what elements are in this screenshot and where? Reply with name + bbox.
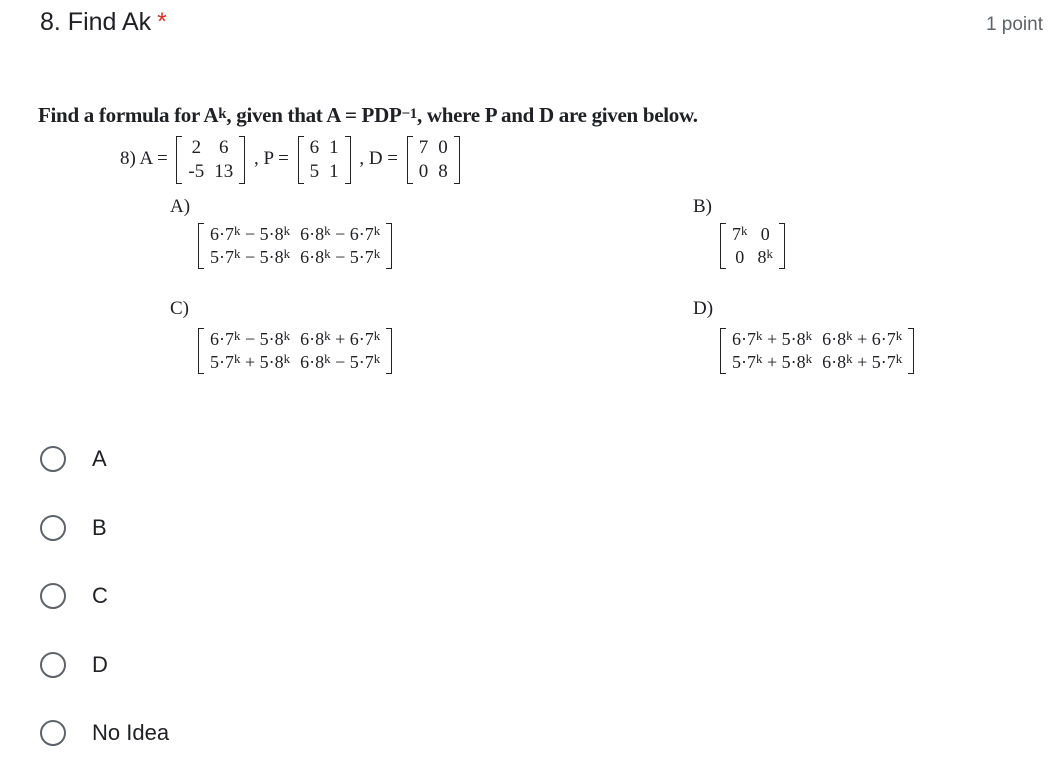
- matrix-a-cell: 2: [191, 137, 202, 158]
- matrix-d: [407, 136, 460, 184]
- option-b-cell: 0: [735, 247, 745, 267]
- question-title-text: 8. Find Ak: [40, 8, 152, 36]
- matrix-d-cell: 0: [418, 161, 429, 182]
- choice-label[interactable]: A: [92, 446, 107, 472]
- option-d-label: D): [693, 298, 714, 319]
- choice-c[interactable]: [40, 562, 169, 631]
- choice-label[interactable]: D: [92, 651, 108, 677]
- option-a-cell: $6\cdot 7^k - 5\cdot 8^k$: [210, 223, 291, 244]
- radio-button[interactable]: [40, 652, 66, 678]
- option-c-cell: $6\cdot 8^k + 6\cdot 7^k$: [300, 328, 381, 349]
- answer-choices: [40, 425, 169, 768]
- prompt-text-a: Find a formula for A: [38, 103, 219, 127]
- prompt-text-c: , where P and D are given below.: [416, 103, 698, 127]
- radio-button[interactable]: [40, 720, 66, 746]
- option-b-label: B): [693, 196, 712, 217]
- option-c-matrix: [198, 328, 392, 374]
- option-d-matrix: [720, 328, 914, 374]
- problem-label: 8) A =: [120, 148, 168, 170]
- option-a-matrix: [198, 223, 392, 269]
- matrix-d-cell: 0: [438, 137, 448, 158]
- option-a-cell: $5\cdot 7^k - 5\cdot 8^k$: [210, 246, 291, 267]
- matrix-p-cell: 5: [309, 161, 320, 182]
- option-c-cell: $5\cdot 7^k + 5\cdot 8^k$: [210, 351, 291, 372]
- p-label: , P =: [254, 148, 289, 170]
- choice-label[interactable]: B: [92, 514, 107, 540]
- option-b-cell: 8$^k$: [757, 246, 773, 267]
- matrix-a: [176, 136, 245, 184]
- problem-statement: [120, 136, 460, 184]
- option-d-cell: $6\cdot 8^k + 5\cdot 7^k$: [822, 351, 903, 372]
- option-c-cell: $6\cdot 8^k - 5\cdot 7^k$: [300, 351, 381, 372]
- question-title: [40, 8, 167, 37]
- option-b-matrix: [720, 223, 785, 269]
- matrix-p-cell: 1: [329, 161, 339, 182]
- prompt-text-b: , given that A = PDP: [226, 103, 402, 127]
- choice-label[interactable]: C: [92, 583, 108, 609]
- matrix-p: [298, 136, 351, 184]
- radio-button[interactable]: [40, 515, 66, 541]
- option-b-cell: 7$^k$: [732, 223, 748, 244]
- option-a-label: A): [170, 196, 191, 217]
- matrix-d-cell: 7: [418, 137, 429, 158]
- option-b-cell: 0: [760, 224, 770, 244]
- option-c-cell: $6\cdot 7^k - 5\cdot 8^k$: [210, 328, 291, 349]
- matrix-p-cell: 6: [309, 137, 320, 158]
- prompt-sup-inverse: −1: [401, 106, 417, 122]
- d-label: , D =: [359, 148, 399, 170]
- option-d-cell: $6\cdot 7^k + 5\cdot 8^k$: [732, 328, 813, 349]
- radio-button[interactable]: [40, 446, 66, 472]
- option-d-cell: $5\cdot 7^k + 5\cdot 8^k$: [732, 351, 813, 372]
- choice-label[interactable]: No Idea: [92, 720, 170, 746]
- option-a-cell: $6\cdot 8^k - 6\cdot 7^k$: [300, 223, 381, 244]
- matrix-a-cell: -5: [188, 161, 205, 182]
- choice-d[interactable]: [40, 631, 169, 700]
- option-c-label: C): [170, 298, 189, 319]
- choice-b[interactable]: [40, 494, 169, 563]
- matrix-a-cell: 13: [214, 161, 234, 182]
- option-a-cell: $6\cdot 8^k - 5\cdot 7^k$: [300, 246, 381, 267]
- choice-no-idea[interactable]: [40, 699, 169, 768]
- choice-a[interactable]: [40, 425, 169, 494]
- matrix-p-cell: 1: [329, 137, 339, 158]
- radio-button[interactable]: [40, 583, 66, 609]
- prompt-sup-k: k: [218, 106, 227, 122]
- required-asterisk: *: [157, 8, 167, 36]
- matrix-d-cell: 8: [438, 161, 448, 182]
- points-label: 1 point: [985, 14, 1043, 35]
- matrix-a-cell: 6: [219, 137, 229, 158]
- question-prompt: [38, 103, 698, 128]
- option-d-cell: $6\cdot 8^k + 6\cdot 7^k$: [822, 328, 903, 349]
